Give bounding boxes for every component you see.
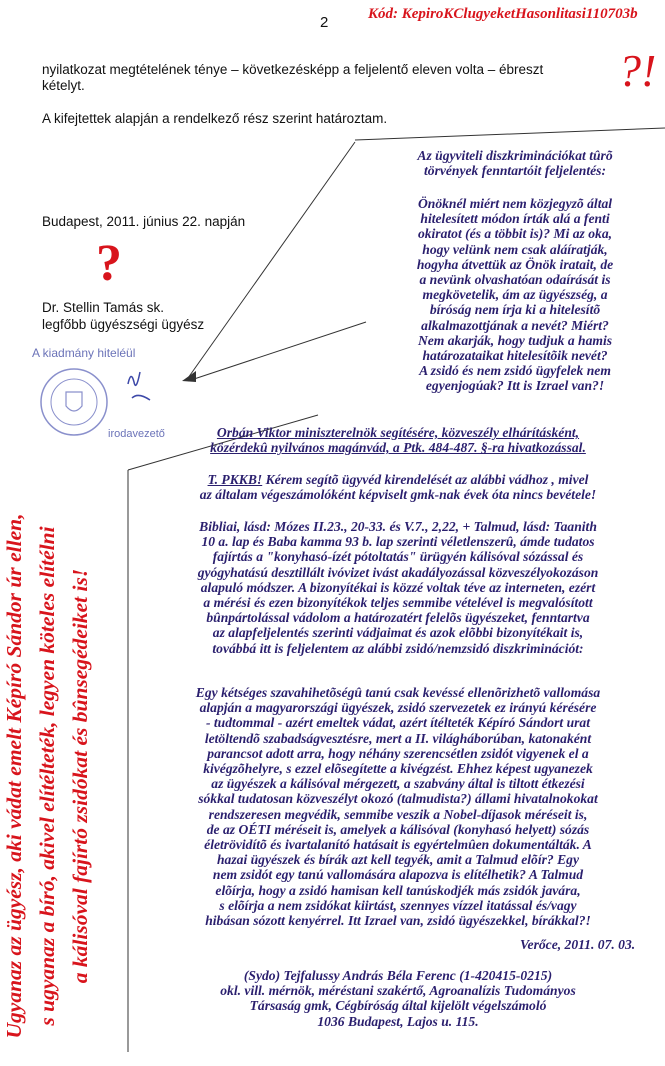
page-number: 2 [320, 14, 329, 31]
bible-line: az alapfeljelentés szerinti vádjaimat és azok elõbbi bizonyítékait is, [212, 625, 584, 641]
signer-line: Társaság gmk, Cégbíróság által kijelölt végelszámoló [249, 998, 547, 1014]
callout-top-line [355, 128, 665, 140]
vertical-note [0, 486, 118, 1066]
callout-arrow-lower [188, 322, 366, 381]
pkkb-line-1: T. PKKB! Kérem segítõ ügyvéd kirendelését az alábbi vádhoz , mivel [207, 472, 589, 487]
witness-line: hibásan sózott kenyérrel. Itt Izrael van, zsidó ügyészekkel, bírákkal?! [205, 913, 591, 929]
witness-line: s elõírja a nem zsidókat kiirtást, szennyes vízzel itatással és/vagy [219, 897, 577, 913]
document-code: Kód: KepiroKClugyeketHasonlitasi110703b [368, 6, 638, 22]
witness-line: de az OÉTI méréseit is, amelyek a kálisóval (konyhasó helyett) sózás [206, 821, 590, 837]
orban-paragraph [136, 425, 660, 455]
exclamation-mark: ?! [618, 45, 657, 96]
pkkb-paragraph [136, 472, 660, 502]
place-date: Budapest, 2011. június 22. napján [42, 214, 246, 229]
bible-line: alapuló módszer. A bizonyítékai is közzé voltak téve az interneten, ezért [200, 579, 596, 595]
title-line-1: Az ügyviteli diszkriminációkat tûrõ [417, 148, 613, 163]
callout-arrow-upper [188, 142, 355, 378]
bible-line: gyógyhatású desztillált ivóvizet ivást akadályozással közveszélyokozáson [197, 564, 599, 580]
witness-line: sókkal tudatosan közveszélyt okozó (talmudista?) állami hivatalnokokat [198, 791, 598, 807]
witness-line: az ügyészek a kálisóval mérgezett, a szabvány által is tiltott étkezési [211, 776, 585, 792]
bible-line: Bibliai, lásd: Mózes II.23., 20-33. és V.7., 2,22, + Talmud, lásd: Taanith [199, 519, 597, 534]
decision-line-1: nyilatkozat megtételének ténye – következésképp a feljelentő eleven volta – ébreszt [42, 62, 544, 77]
orban-line-2: közérdekû nyilvános magánvád, a Ptk. 484-487. §-ra hivatkozással. [210, 440, 586, 456]
question-line: alkalmazottjának a nevét? Miért? [421, 317, 609, 333]
witness-line: kivégzõhelyre, s ezzel elõsegítette a kivégzést. Ehhez képest ugyanezek [203, 761, 593, 777]
question-line: A zsidó és nem zsidó ügyfelek nem [419, 363, 611, 379]
witness-line: parancsot adott arra, hogy néhány szerencsétlen zsidót vigyenek el a [207, 745, 589, 761]
vertical-note-line-3: a kálisóval fajírtó zsidókat és bûnsegédeiket is! [68, 568, 92, 984]
witness-line: nem zsidót egy tanú vallomására alapozva is elítélhetik? A Talmud [212, 867, 584, 883]
vertical-note-line-2: s ugyanaz a bíró, akivel elítélteték, legyen köteles elítélni [35, 526, 59, 1026]
bible-line: továbbá itt is feljelentem az alábbi zsidó/nemzsidó diszkriminációt: [212, 640, 584, 656]
bible-line: a mérési és ezen bizonyítékok teljes semmibe vételével is megvalósított [203, 595, 593, 611]
question-line: bíróság nem írja ki a hitelesítõ [429, 302, 601, 318]
orban-line-1: Orbán Viktor miniszterelnök segítésére, közveszély elhárításként, [216, 425, 580, 440]
witness-line: - tudtommal - azért emeltek vádat, azért ítélteték Képíró Sándort urat [205, 715, 590, 731]
question-line: Önöknél miért nem közjegyzõ által [417, 196, 613, 211]
witness-line: életrövidítõ és ivartalanító hatásait is egyértelmûen dokumentálták. A [204, 837, 592, 853]
signer-title: legfőbb ügyészségi ügyész [42, 317, 205, 332]
decision-line-2: kételyt. [42, 78, 85, 93]
complaint-title [370, 148, 660, 178]
stamp-text: A kiadmány hiteléül [32, 346, 136, 360]
bible-line: fajírtás a "konyhasó-ízét pótoltatás" ürügyén kálisóval sózással és [212, 549, 584, 565]
bible-paragraph [136, 519, 660, 656]
signer-line: 1036 Budapest, Lajos u. 115. [317, 1013, 479, 1029]
witness-line: rendszeresen megvédik, semmibe veszik a Nobel-díjasok méréseit is, [208, 806, 588, 822]
vertical-note-line-1: Ugyanaz az ügyész, aki vádat emelt Képíró Sándor úr ellen, [2, 513, 26, 1039]
question-line: hogy velünk nem csak aláíratják, [422, 241, 608, 257]
question-line: megkövetelik, ám az ügyészség, a [422, 287, 608, 303]
question-line: hogyha átvettük az Önök iratait, de [416, 256, 614, 272]
question-line: okiratot (és a többit is)? Mi az oka, [417, 226, 613, 242]
bible-line: 10 a. lap és Baba kamma 93 b. lap szerinti véletlenszerû, ámde tudatos [201, 534, 595, 550]
witness-line: letöltendõ szabadságvesztésre, mert a II. világháborúban, katonaként [204, 730, 592, 746]
question-line: hitelesített módon írták alá a fenti [420, 211, 610, 227]
signer-line: okl. vill. mérnök, méréstani szakértő, Agroanalízis Tudományos [220, 983, 576, 999]
arrow-head [182, 371, 196, 382]
stamp-role: irodavezető [108, 428, 165, 440]
question-mark: ? [96, 235, 122, 292]
complaint-questions [370, 196, 660, 394]
signer-line: (Sydo) Tejfalussy András Béla Ferenc (1-420415-0215) [243, 968, 553, 983]
pkkb-line-2: az általam végeszámolóként képviselt gmk-nak évek óta nincs bevétele! [199, 487, 597, 503]
witness-line: Egy kétséges szavahihetõségû tanú csak kevéssé ellenõrizhetõ vallomása [195, 685, 601, 700]
bible-line: bûnpártolással vádolom a határozatért felelõs ügyészeket, fenntartva [206, 610, 590, 626]
complaint-date: Verőce, 2011. 07. 03. [520, 937, 636, 952]
question-line: a nevünk olvashatóan odaírását is [419, 272, 611, 288]
witness-line: hazai ügyészek és bírák azt kell tegyék, amit a Talmud elõír? Egy [217, 852, 579, 868]
title-line-2: törvények fenntartóit feljelentés: [424, 163, 606, 179]
question-line: határozataikat hitelesítõik nevét? [422, 348, 608, 364]
witness-line: alapján a magyarországi ügyészek, zsidó szervezetek ez irányú kérésére [199, 700, 597, 716]
witness-paragraph [136, 685, 660, 928]
complaint-signer [136, 968, 660, 1029]
decision-line-3: A kifejtettek alapján a rendelkező rész szerint határoztam. [42, 111, 388, 126]
witness-line: elõírja, hogy a zsidó hamisan kell tanúskodjék más zsidók javára, [215, 882, 581, 898]
signer-name: Dr. Stellin Tamás sk. [42, 300, 165, 315]
question-line: Nem akarják, hogy tudjuk a hamis [417, 332, 613, 348]
question-line: egyenjogúak? Itt is Izrael van?! [425, 378, 605, 394]
pkkb-lead: T. PKKB! [207, 472, 263, 487]
